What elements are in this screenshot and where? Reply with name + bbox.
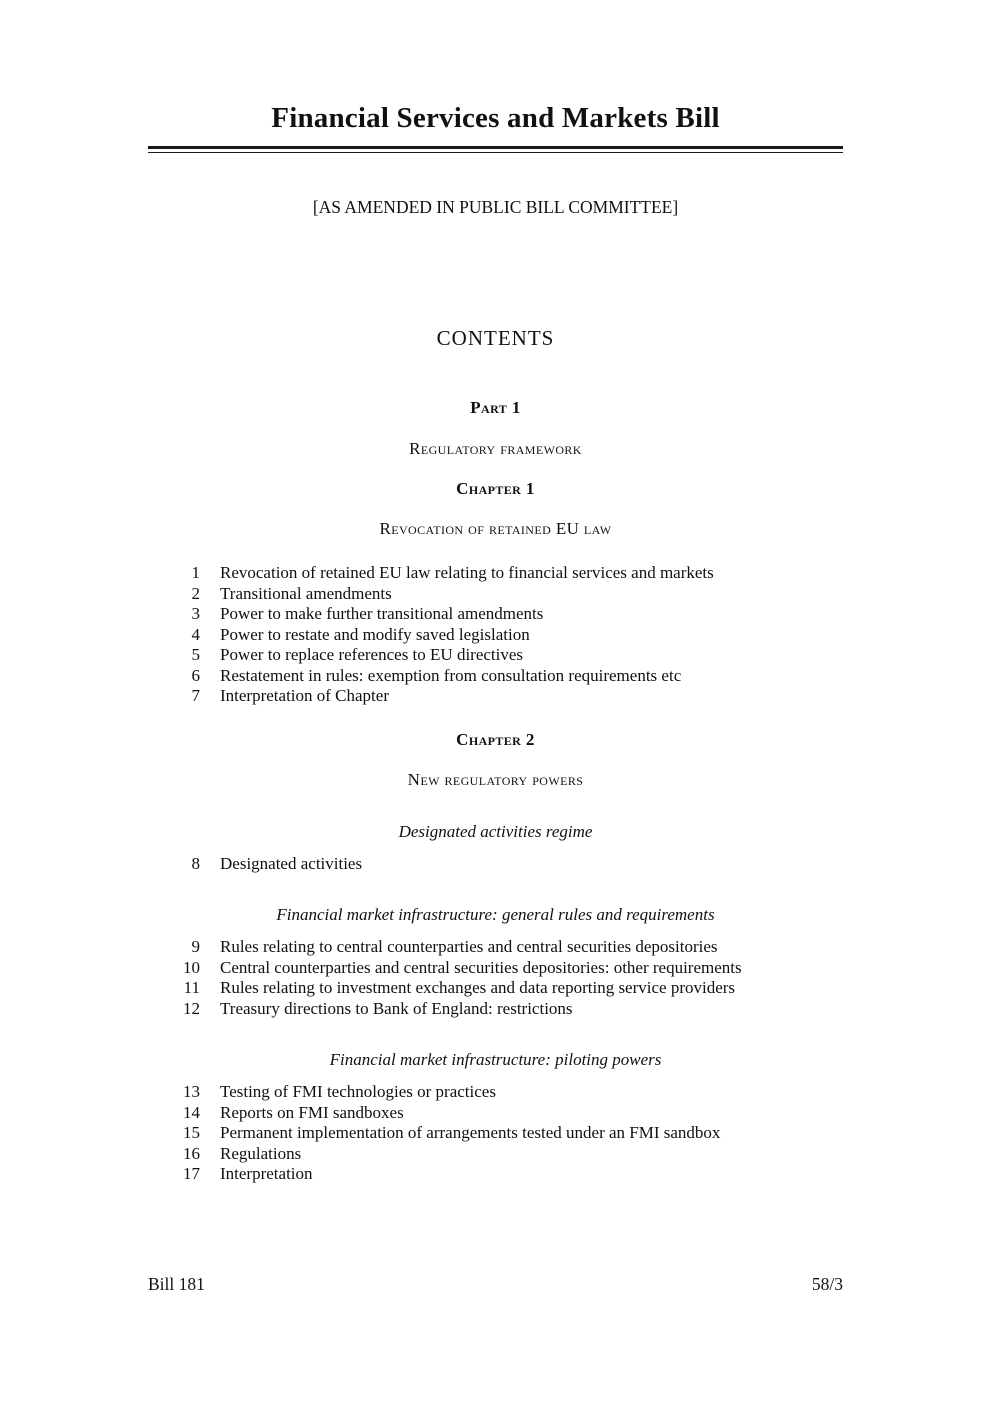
toc-item — [148, 563, 843, 584]
toc-item-text: Designated activities — [220, 853, 363, 873]
toc-item-number: 17 — [183, 1164, 200, 1183]
toc-item — [148, 854, 843, 875]
toc-item-text: Power to make further transitional amendments — [220, 604, 544, 623]
toc-item-text: Transitional amendments — [220, 583, 392, 603]
toc-item-text: Power to replace references to EU directives — [220, 645, 524, 664]
toc-item-number: 5 — [191, 645, 200, 664]
toc-item-text: Power to restate and modify saved legislation — [220, 624, 530, 644]
toc-item-text: Restatement in rules: exemption from consultation requirements etc — [220, 665, 682, 685]
toc-item-text: Rules relating to central counterparties and central securities depositories — [220, 937, 718, 956]
toc-item-text: Permanent implementation of arrangements tested under an FMI sandbox — [220, 1123, 721, 1142]
toc-item — [148, 1082, 843, 1103]
toc-crossheading: Financial market infrastructure: piloting powers — [329, 1050, 662, 1069]
toc-chapter: Chapter 2 — [456, 729, 535, 749]
toc-item-number: 2 — [191, 583, 200, 603]
toc-item-number: 7 — [191, 686, 200, 705]
amendment-note: [AS AMENDED IN PUBLIC BILL COMMITTEE] — [312, 197, 679, 217]
toc-item-number: 1 — [191, 563, 200, 582]
toc-item-number: 13 — [183, 1082, 200, 1101]
toc-item-number: 14 — [183, 1102, 200, 1122]
toc-crossheading: Designated activities regime — [398, 821, 593, 841]
toc-crossheading: Financial market infrastructure: general rules and requirements — [276, 905, 715, 924]
page-footer — [148, 1272, 843, 1296]
toc-item — [148, 958, 843, 979]
toc-item-number: 16 — [183, 1143, 200, 1163]
toc-item-text: Regulations — [220, 1143, 302, 1163]
toc-chapter-subtitle: Revocation of retained EU law — [379, 519, 612, 538]
toc-item-text: Reports on FMI sandboxes — [220, 1102, 404, 1122]
toc-item-number: 8 — [191, 853, 200, 873]
page-title: Financial Services and Markets Bill — [271, 102, 720, 134]
toc-item-text: Revocation of retained EU law relating to financial services and markets — [220, 563, 714, 582]
toc-chapter: Chapter 1 — [456, 479, 535, 498]
toc-item-number: 15 — [183, 1123, 200, 1142]
toc-item-number: 10 — [183, 957, 200, 977]
toc-item — [148, 645, 843, 666]
toc-item-text: Testing of FMI technologies or practices — [220, 1082, 496, 1101]
toc-item-number: 3 — [191, 604, 200, 623]
toc-item-number: 11 — [183, 978, 200, 997]
toc-item-text: Rules relating to investment exchanges and data reporting service providers — [220, 978, 736, 997]
toc-item-text: Interpretation — [220, 1164, 313, 1183]
toc-item — [148, 1103, 843, 1124]
toc-item-text: Central counterparties and central securities depositories: other requirements — [220, 957, 742, 977]
title-rule — [148, 146, 843, 153]
toc-item — [148, 686, 843, 707]
toc-item-number: 12 — [183, 998, 200, 1018]
toc-item — [148, 1164, 843, 1185]
toc-item-number: 4 — [191, 624, 200, 644]
toc-item — [148, 1144, 843, 1165]
toc-item — [148, 584, 843, 605]
contents-heading: CONTENTS — [436, 326, 555, 350]
toc-item — [148, 604, 843, 625]
toc-part: Part 1 — [470, 398, 521, 417]
footer-bill-number: Bill 181 — [148, 1274, 205, 1294]
toc-chapter-subtitle: New regulatory powers — [407, 769, 584, 789]
toc-item — [148, 1123, 843, 1144]
toc-item — [148, 625, 843, 646]
toc-item-text: Treasury directions to Bank of England: restrictions — [220, 998, 573, 1018]
page-content — [148, 0, 843, 1185]
footer-session-number: 58/3 — [811, 1274, 843, 1294]
contents-list — [148, 397, 843, 1185]
toc-item — [148, 937, 843, 958]
toc-item — [148, 978, 843, 999]
toc-item-text: Interpretation of Chapter — [220, 686, 389, 705]
toc-item-number: 9 — [191, 937, 200, 956]
toc-item — [148, 666, 843, 687]
toc-item-number: 6 — [191, 665, 200, 685]
toc-part-subtitle: Regulatory framework — [409, 439, 582, 458]
toc-item — [148, 999, 843, 1020]
